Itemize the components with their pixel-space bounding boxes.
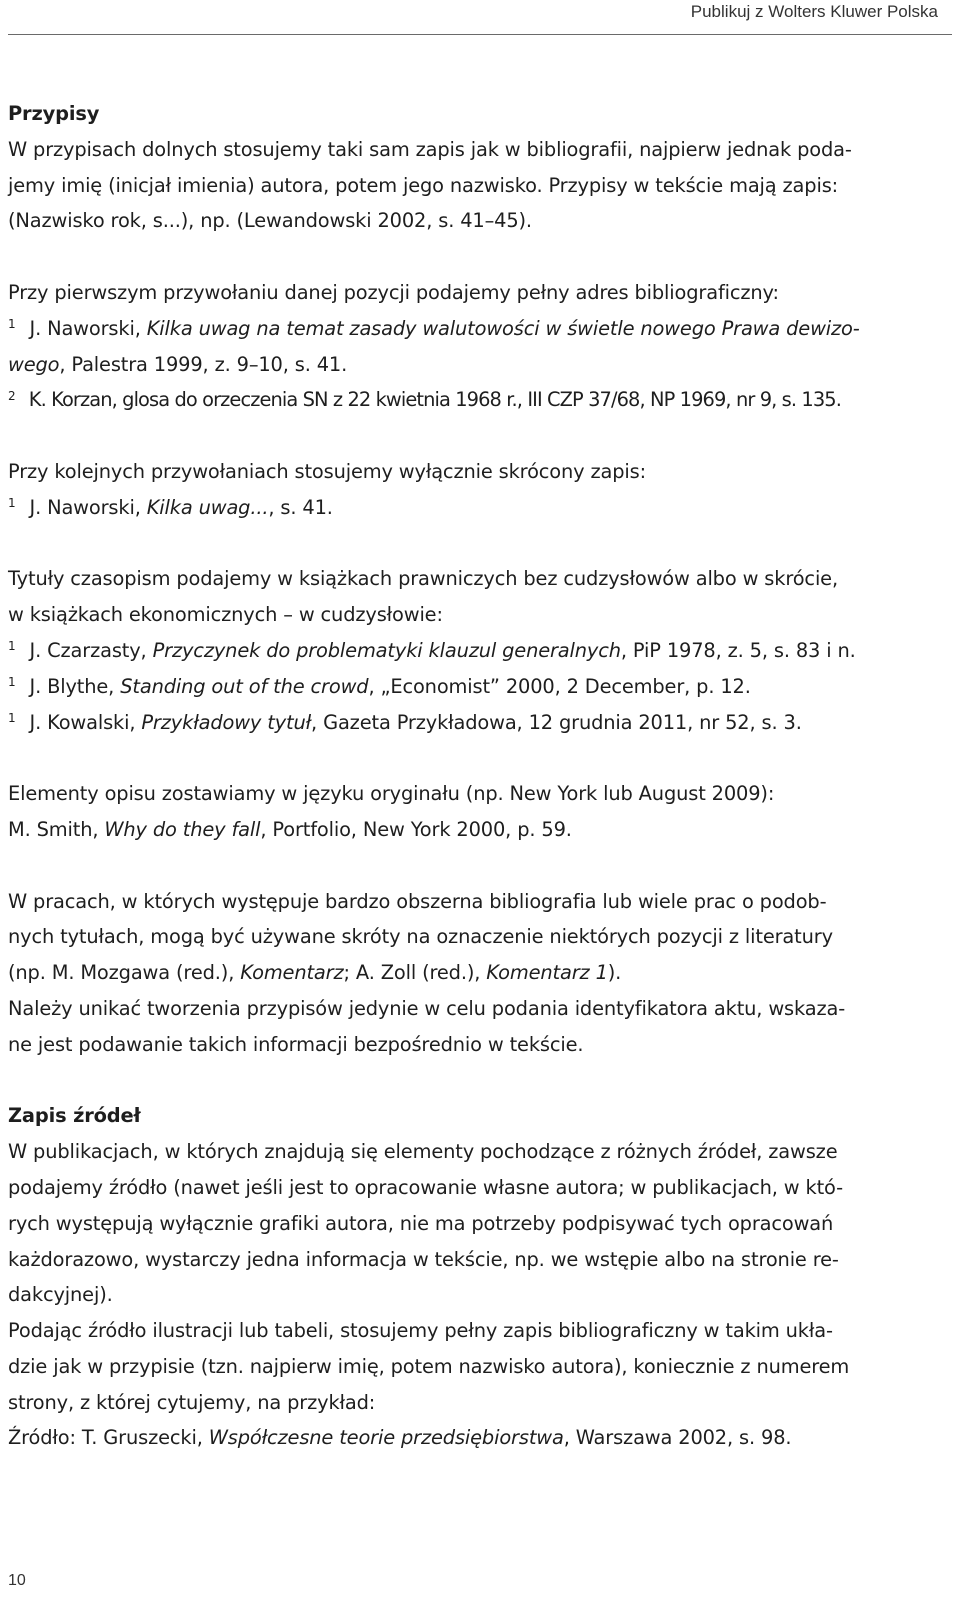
section-heading-przypisy: Przypisy: [8, 102, 100, 125]
footnote-example: $^2$ K. Korzan, glosa do orzeczenia SN z 22 kwietnia 1968 r., III CZP 37/68, NP 1969, nr 9, s. 135.: [8, 388, 841, 412]
paragraph-line: Przy pierwszym przywołaniu danej pozycji podajemy pełny adres bibliograficzny:: [8, 280, 779, 304]
footnote-example-continued: wego, Palestra 1999, z. 9–10, s. 41.: [8, 352, 348, 376]
paragraph-line: ne jest podawanie takich informacji bezpośrednio w tekście.: [8, 1032, 584, 1056]
section-heading-zapis-zrodel: Zapis źródeł: [8, 1104, 141, 1128]
paragraph-line: Elementy opisu zostawiamy w języku oryginału (np. New York lub August 2009):: [8, 782, 775, 806]
page-number: 10: [8, 1572, 26, 1589]
footnote-example: $^1$ J. Naworski, Kilka uwag na temat zasady walutowości w świetle nowego Prawa dewizo-: [8, 316, 860, 340]
paragraph-line: każdorazowo, wystarczy jedna informacja w tekście, np. we wstępie albo na stronie re-: [8, 1247, 839, 1271]
paragraph-line: podajemy źródło (nawet jeśli jest to opracowanie własne autora; w publikacjach, w któ-: [8, 1175, 843, 1199]
source-example: Źródło: T. Gruszecki, Współczesne teorie przedsiębiorstwa, Warszawa 2002, s. 98.: [8, 1426, 792, 1450]
header-title: Publikuj z Wolters Kluwer Polska: [690, 2, 938, 21]
footnote-example: $^1$ J. Czarzasty, Przyczynek do problematyki klauzul generalnych, PiP 1978, z. 5, s. 83 i n.: [8, 638, 856, 662]
footnote-number: 1: [8, 710, 16, 725]
paragraph-line: (np. M. Mozgawa (red.), Komentarz; A. Zoll (red.), Komentarz 1).: [8, 961, 622, 985]
paragraph-line: strony, z której cytujemy, na przykład:: [8, 1390, 376, 1414]
footnote-example: $^1$ J. Kowalski, Przykładowy tytuł, Gazeta Przykładowa, 12 grudnia 2011, nr 52, s. 3.: [8, 710, 802, 734]
footnote-number: 1: [8, 675, 16, 690]
paragraph-line: nych tytułach, mogą być używane skróty na oznaczenie niektórych pozycji z literatury: [8, 925, 833, 949]
paragraph-line: Przy kolejnych przywołaniach stosujemy wyłącznie skrócony zapis:: [8, 459, 646, 483]
paragraph-line: rych występują wyłącznie grafiki autora, nie ma potrzeby podpisywać tych opracowań: [8, 1211, 834, 1235]
bibliography-example: M. Smith, Why do they fall, Portfolio, New York 2000, p. 59.: [8, 817, 572, 841]
paragraph-line: W pracach, w których występuje bardzo obszerna bibliografia lub wiele prac o podob-: [8, 889, 827, 913]
paragraph-line: Tytuły czasopism podajemy w książkach prawniczych bez cudzysłowów albo w skrócie,: [8, 567, 838, 591]
footnote-number: 1: [8, 496, 16, 511]
paragraph-line: w książkach ekonomicznych – w cudzysłowie:: [8, 603, 443, 627]
footnote-number: 1: [8, 639, 16, 654]
header-divider: [8, 34, 952, 35]
footnote-example: $^1$ J. Naworski, Kilka uwag..., s. 41.: [8, 495, 333, 519]
paragraph-line: Należy unikać tworzenia przypisów jedynie w celu podania identyfikatora aktu, wskaza-: [8, 996, 846, 1020]
paragraph-line: dzie jak w przypisie (tzn. najpierw imię, potem nazwisko autora), koniecznie z numerem: [8, 1354, 850, 1378]
footnote-example: $^1$ J. Blythe, Standing out of the crowd, „Economist” 2000, 2 December, p. 12.: [8, 674, 751, 698]
paragraph-line: jemy imię (inicjał imienia) autora, potem jego nazwisko. Przypisy w tekście mają zapis:: [8, 173, 839, 197]
page-header: [0, 0, 960, 34]
paragraph-line: W publikacjach, w których znajdują się elementy pochodzące z różnych źródeł, zawsze: [8, 1140, 838, 1164]
paragraph-line: W przypisach dolnych stosujemy taki sam zapis jak w bibliografii, najpierw jednak poda-: [8, 137, 852, 161]
paragraph-line: (Nazwisko rok, s...), np. (Lewandowski 2002, s. 41–45).: [8, 209, 532, 233]
footnote-number: 1: [8, 317, 16, 332]
paragraph-line: Podając źródło ilustracji lub tabeli, stosujemy pełny zapis bibliograficzny w takim ukła-: [8, 1319, 833, 1343]
page-content: [8, 96, 943, 1456]
paragraph-line: dakcyjnej).: [8, 1283, 113, 1307]
footnote-number: 2: [8, 388, 15, 403]
